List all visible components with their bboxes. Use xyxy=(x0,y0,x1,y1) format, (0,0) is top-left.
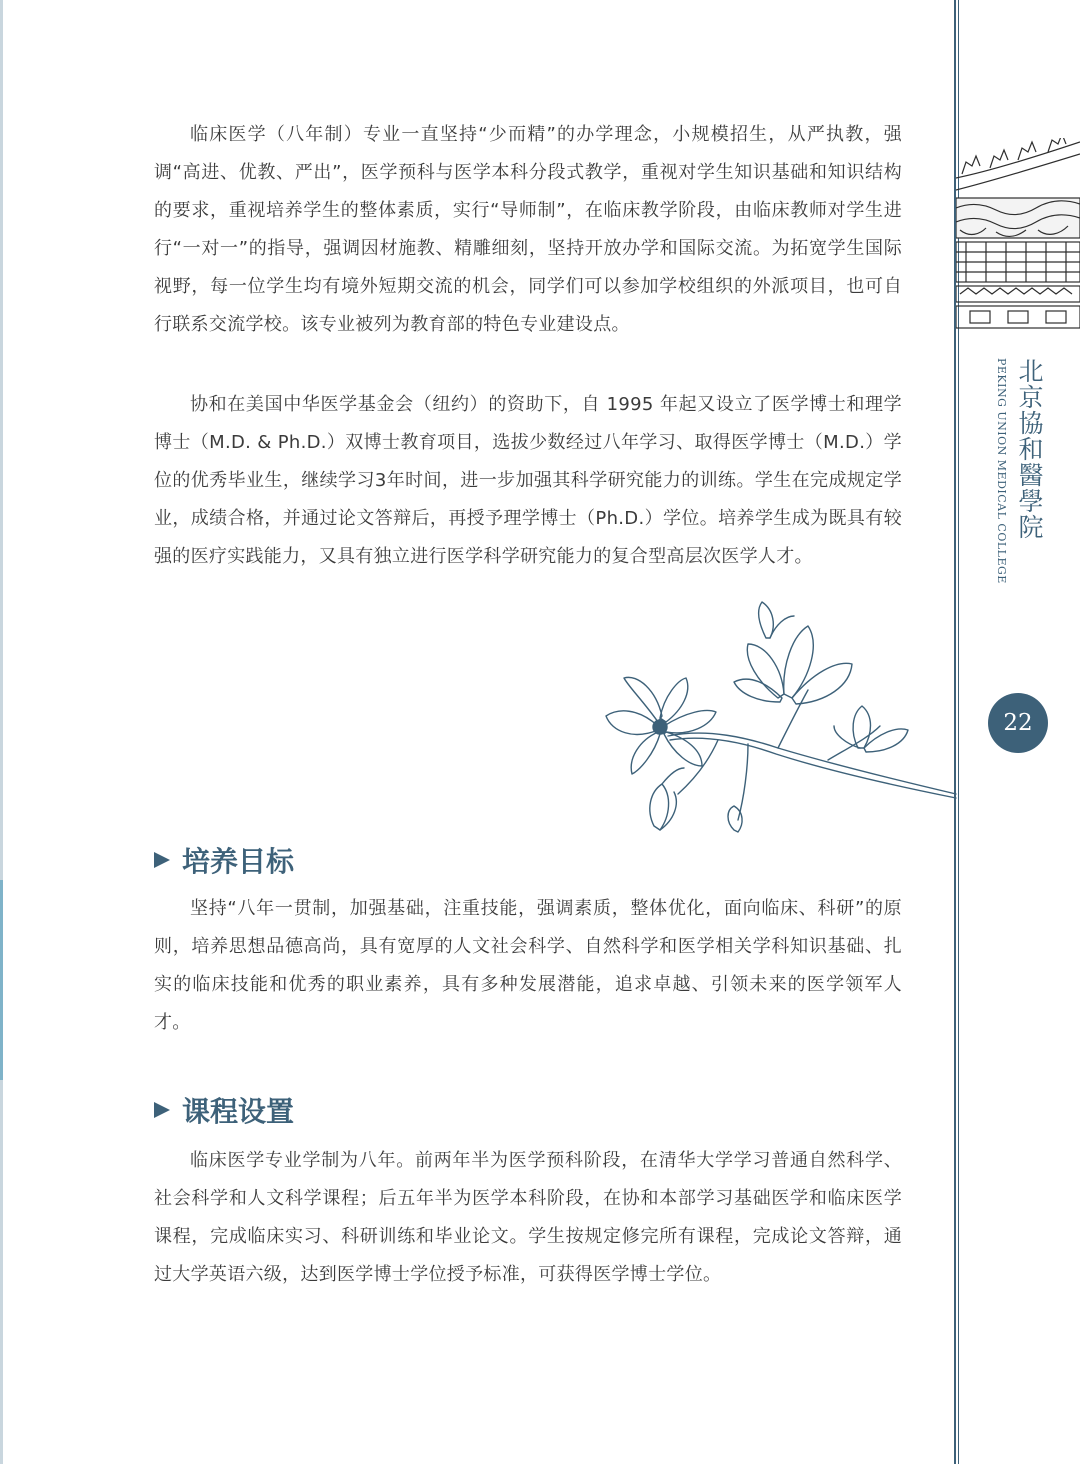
magnolia-illustration xyxy=(598,598,960,844)
goals-paragraph: 坚持“八年一贯制，加强基础，注重技能，强调素质，整体优化，面向临床、科研”的原则，培养思想品德高尚，具有宽厚的人文社会科学、自然科学和医学相关学科知识基础、扎实的临床技能和优秀的职业素养，具有多种发展潜能，追求卓越、引领未来的医学领军人才。 xyxy=(154,898,902,1033)
page-number: 22 xyxy=(1003,710,1033,736)
college-name-chinese-calligraphy: 北京協和醫學院 xyxy=(1015,358,1044,540)
page-number-badge xyxy=(988,693,1048,753)
intro-paragraph-2: 协和在美国中华医学基金会（纽约）的资助下，自 1995 年起又设立了医学博士和理学博士（M.D. & Ph.D.）双博士教育项目，选拔少数经过八年学习、取得医学博士（M.D.）学位的优秀毕业生，继续学习3年时间，进一步加强其科学研究能力的训练。学生在完成规定学业，成绩合格，并通过论文答辩后，再授予理学博士（Ph.D.）学位。培养学生成为既具有较强的医疗实践能力，又具有独立进行医学科学研究能力的复合型高层次医学人才。 xyxy=(154,394,902,567)
intro-paragraph-1: 临床医学（八年制）专业一直坚持“少而精”的办学理念，小规模招生，从严执教，强调“高进、优教、严出”，医学预科与医学本科分段式教学，重视对学生知识基础和知识结构的要求，重视培养学生的整体素质，实行“导师制”，在临床教学阶段，由临床教师对学生进行“一对一”的指导，强调因材施教、精雕细刻，坚持开放办学和国际交流。为拓宽学生国际视野，每一位学生均有境外短期交流的机会，同学们可以参加学校组织的外派项目，也可自行联系交流学校。该专业被列为教育部的特色专业建设点。 xyxy=(154,124,902,335)
college-name-english: PEKING UNION MEDICAL COLLEGE xyxy=(995,358,1008,584)
triangle-bullet-icon xyxy=(154,1102,170,1118)
flower-upper-magnolia xyxy=(734,602,852,704)
flower-right-bud xyxy=(834,706,908,752)
traditional-roof-illustration xyxy=(956,138,1080,330)
left-edge-accent xyxy=(0,880,3,1080)
left-edge-line xyxy=(0,0,3,1464)
triangle-bullet-icon xyxy=(154,852,170,868)
flower-open-left xyxy=(606,677,716,774)
curriculum-paragraph: 临床医学专业学制为八年。前两年半为医学预科阶段，在清华大学学习普通自然科学、社会科学和人文科学课程；后五年半为医学本科阶段，在协和本部学习基础医学和临床医学课程，完成临床实习、科研训练和毕业论文。学生按规定修完所有课程，完成论文答辩，通过大学英语六级，达到医学博士学位授予标准，可获得医学博士学位。 xyxy=(154,1150,902,1285)
section-heading-goals xyxy=(154,840,294,880)
flower-lower-bud xyxy=(650,768,742,832)
section-heading-curriculum xyxy=(154,1090,294,1130)
section-title-curriculum: 课程设置 xyxy=(182,1095,295,1128)
section-title-goals: 培养目标 xyxy=(182,845,295,878)
